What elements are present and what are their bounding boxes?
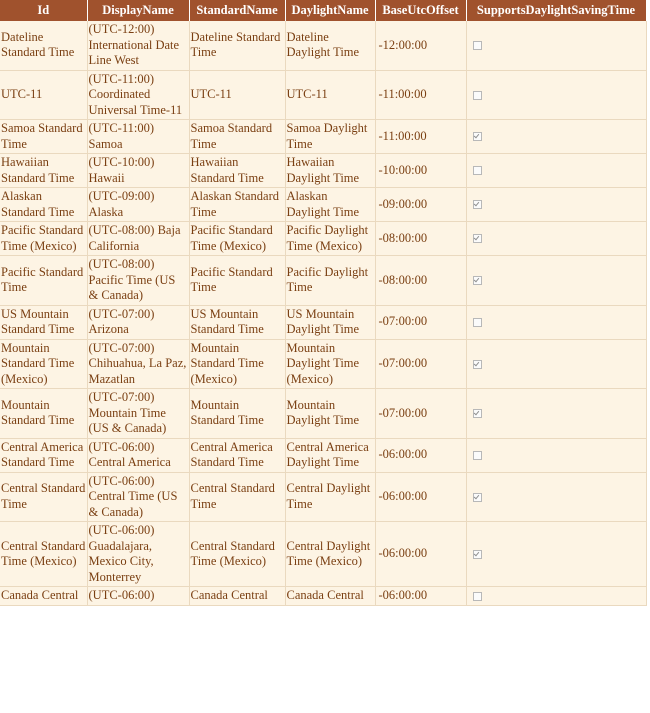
cell-display-name: (UTC-10:00) Hawaii xyxy=(87,154,189,188)
cell-supports-dst xyxy=(466,222,646,256)
cell-supports-dst xyxy=(466,522,646,587)
table-header-row xyxy=(0,0,646,21)
cell-base-utc-offset: -09:00:00 xyxy=(375,188,466,222)
cell-supports-dst xyxy=(466,587,646,606)
checkbox-unchecked[interactable] xyxy=(473,41,482,50)
cell-standard-name: US Mountain Standard Time xyxy=(189,305,285,339)
table-row xyxy=(0,222,646,256)
cell-base-utc-offset: -06:00:00 xyxy=(375,587,466,606)
cell-supports-dst xyxy=(466,438,646,472)
cell-daylight-name: Hawaiian Daylight Time xyxy=(285,154,375,188)
cell-display-name: (UTC-07:00) Arizona xyxy=(87,305,189,339)
checkbox-unchecked[interactable] xyxy=(473,592,482,601)
cell-standard-name: Central America Standard Time xyxy=(189,438,285,472)
table-row xyxy=(0,70,646,120)
cell-display-name: (UTC-06:00) Guadalajara, Mexico City, Monterrey xyxy=(87,522,189,587)
cell-base-utc-offset: -08:00:00 xyxy=(375,222,466,256)
cell-base-utc-offset: -06:00:00 xyxy=(375,438,466,472)
cell-display-name: (UTC-06:00) Central Time (US & Canada) xyxy=(87,472,189,522)
cell-base-utc-offset: -07:00:00 xyxy=(375,305,466,339)
cell-standard-name: Mountain Standard Time xyxy=(189,389,285,439)
table-row xyxy=(0,188,646,222)
cell-base-utc-offset: -07:00:00 xyxy=(375,389,466,439)
checkbox-checked[interactable] xyxy=(473,234,482,243)
cell-id: US Mountain Standard Time xyxy=(0,305,87,339)
cell-standard-name: Alaskan Standard Time xyxy=(189,188,285,222)
cell-display-name: (UTC-07:00) Chihuahua, La Paz, Mazatlan xyxy=(87,339,189,389)
cell-daylight-name: Samoa Daylight Time xyxy=(285,120,375,154)
cell-id: Pacific Standard Time xyxy=(0,256,87,306)
cell-daylight-name: Central America Daylight Time xyxy=(285,438,375,472)
cell-standard-name: Pacific Standard Time xyxy=(189,256,285,306)
table-row xyxy=(0,522,646,587)
cell-base-utc-offset: -06:00:00 xyxy=(375,472,466,522)
cell-display-name: (UTC-08:00) Pacific Time (US & Canada) xyxy=(87,256,189,306)
cell-daylight-name: Mountain Daylight Time (Mexico) xyxy=(285,339,375,389)
cell-daylight-name: Pacific Daylight Time xyxy=(285,256,375,306)
column-header-base-utc-offset[interactable]: BaseUtcOffset xyxy=(375,0,466,21)
cell-standard-name: UTC-11 xyxy=(189,70,285,120)
cell-id: Samoa Standard Time xyxy=(0,120,87,154)
cell-id: Mountain Standard Time xyxy=(0,389,87,439)
cell-id: Central Standard Time (Mexico) xyxy=(0,522,87,587)
checkbox-checked[interactable] xyxy=(473,132,482,141)
cell-base-utc-offset: -11:00:00 xyxy=(375,120,466,154)
cell-id: Canada Central xyxy=(0,587,87,606)
table-row xyxy=(0,472,646,522)
cell-id: Alaskan Standard Time xyxy=(0,188,87,222)
cell-display-name: (UTC-06:00) Central America xyxy=(87,438,189,472)
cell-display-name: (UTC-11:00) Samoa xyxy=(87,120,189,154)
cell-display-name: (UTC-11:00) Coordinated Universal Time-11 xyxy=(87,70,189,120)
checkbox-unchecked[interactable] xyxy=(473,91,482,100)
cell-supports-dst xyxy=(466,389,646,439)
table-row xyxy=(0,389,646,439)
cell-standard-name: Central Standard Time (Mexico) xyxy=(189,522,285,587)
cell-display-name: (UTC-08:00) Baja California xyxy=(87,222,189,256)
cell-standard-name: Hawaiian Standard Time xyxy=(189,154,285,188)
cell-daylight-name: US Mountain Daylight Time xyxy=(285,305,375,339)
cell-id: UTC-11 xyxy=(0,70,87,120)
cell-supports-dst xyxy=(466,70,646,120)
cell-base-utc-offset: -07:00:00 xyxy=(375,339,466,389)
table-row xyxy=(0,305,646,339)
table-body xyxy=(0,21,646,605)
cell-standard-name: Canada Central xyxy=(189,587,285,606)
cell-base-utc-offset: -06:00:00 xyxy=(375,522,466,587)
cell-display-name: (UTC-09:00) Alaska xyxy=(87,188,189,222)
table-row xyxy=(0,339,646,389)
cell-display-name: (UTC-12:00) International Date Line West xyxy=(87,21,189,70)
cell-daylight-name: Dateline Daylight Time xyxy=(285,21,375,70)
cell-id: Pacific Standard Time (Mexico) xyxy=(0,222,87,256)
cell-standard-name: Pacific Standard Time (Mexico) xyxy=(189,222,285,256)
cell-daylight-name: Central Daylight Time xyxy=(285,472,375,522)
cell-supports-dst xyxy=(466,256,646,306)
table-row xyxy=(0,256,646,306)
checkbox-checked[interactable] xyxy=(473,360,482,369)
table-row xyxy=(0,587,646,606)
cell-base-utc-offset: -10:00:00 xyxy=(375,154,466,188)
cell-display-name: (UTC-06:00) xyxy=(87,587,189,606)
checkbox-unchecked[interactable] xyxy=(473,451,482,460)
cell-supports-dst xyxy=(466,120,646,154)
table-row xyxy=(0,120,646,154)
checkbox-checked[interactable] xyxy=(473,200,482,209)
cell-daylight-name: Alaskan Daylight Time xyxy=(285,188,375,222)
column-header-daylight-name[interactable]: DaylightName xyxy=(285,0,375,21)
checkbox-checked[interactable] xyxy=(473,276,482,285)
checkbox-checked[interactable] xyxy=(473,409,482,418)
cell-daylight-name: Mountain Daylight Time xyxy=(285,389,375,439)
cell-supports-dst xyxy=(466,154,646,188)
checkbox-unchecked[interactable] xyxy=(473,318,482,327)
cell-standard-name: Central Standard Time xyxy=(189,472,285,522)
column-header-id[interactable]: Id xyxy=(0,0,87,21)
cell-id: Central Standard Time xyxy=(0,472,87,522)
checkbox-unchecked[interactable] xyxy=(473,166,482,175)
cell-daylight-name: Central Daylight Time (Mexico) xyxy=(285,522,375,587)
cell-daylight-name: Canada Central xyxy=(285,587,375,606)
cell-base-utc-offset: -11:00:00 xyxy=(375,70,466,120)
table-row xyxy=(0,21,646,70)
cell-id: Hawaiian Standard Time xyxy=(0,154,87,188)
table-row xyxy=(0,438,646,472)
cell-id: Central America Standard Time xyxy=(0,438,87,472)
cell-base-utc-offset: -08:00:00 xyxy=(375,256,466,306)
cell-supports-dst xyxy=(466,188,646,222)
cell-id: Mountain Standard Time (Mexico) xyxy=(0,339,87,389)
cell-supports-dst xyxy=(466,305,646,339)
cell-display-name: (UTC-07:00) Mountain Time (US & Canada) xyxy=(87,389,189,439)
table-row xyxy=(0,154,646,188)
checkbox-checked[interactable] xyxy=(473,550,482,559)
column-header-display-name[interactable]: DisplayName xyxy=(87,0,189,21)
cell-daylight-name: UTC-11 xyxy=(285,70,375,120)
cell-supports-dst xyxy=(466,472,646,522)
cell-daylight-name: Pacific Daylight Time (Mexico) xyxy=(285,222,375,256)
cell-supports-dst xyxy=(466,21,646,70)
column-header-supports-dst[interactable]: SupportsDaylightSavingTime xyxy=(466,0,646,21)
cell-standard-name: Samoa Standard Time xyxy=(189,120,285,154)
cell-base-utc-offset: -12:00:00 xyxy=(375,21,466,70)
column-header-standard-name[interactable]: StandardName xyxy=(189,0,285,21)
cell-supports-dst xyxy=(466,339,646,389)
cell-id: Dateline Standard Time xyxy=(0,21,87,70)
cell-standard-name: Mountain Standard Time (Mexico) xyxy=(189,339,285,389)
cell-standard-name: Dateline Standard Time xyxy=(189,21,285,70)
checkbox-checked[interactable] xyxy=(473,493,482,502)
